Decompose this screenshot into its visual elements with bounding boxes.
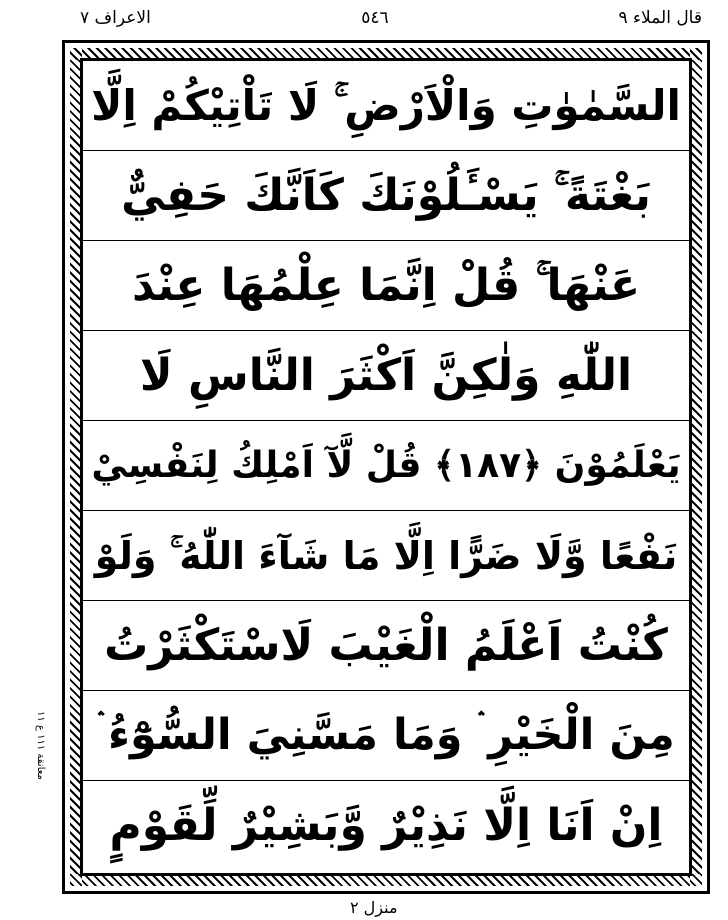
verse-text: اللّٰهِ وَلٰكِنَّ اَكْثَرَ النَّاسِ لَا bbox=[139, 349, 633, 401]
verse-text: السَّمٰوٰتِ وَالْاَرْضِ ۚ لَا تَاْتِيْكُمْ اِلَّا bbox=[91, 80, 681, 130]
verse-line bbox=[83, 691, 689, 781]
verse-line bbox=[83, 331, 689, 421]
verse-text: اِنْ اَنَا اِلَّا نَذِيْرٌ وَّبَشِيْرٌ لِّقَوْمٍ bbox=[109, 800, 663, 851]
verse-line bbox=[83, 421, 689, 511]
verse-text: نَفْعًا وَّلَا ضَرًّا اِلَّا مَا شَآءَ اللّٰهُ ۚ وَلَوْ bbox=[94, 533, 678, 578]
page-number: ٥٤٦ bbox=[361, 8, 389, 28]
verse-text: بَغْتَةً ۚ يَسْـَٔلُوْنَكَ كَاَنَّكَ حَفِيٌّ bbox=[121, 169, 651, 221]
verse-line bbox=[83, 781, 689, 871]
verse-line bbox=[83, 601, 689, 691]
verse-text: مِنَ الْخَيْرِ ۛ وَمَا مَسَّنِيَ السُّوْٓءُ ۛ bbox=[97, 710, 675, 760]
verse-text: عَنْهَا ۚ قُلْ اِنَّمَا عِلْمُهَا عِنْدَ bbox=[131, 259, 641, 311]
page-footer bbox=[0, 896, 728, 920]
margin-note: معانقة ١١١ ع ١١ bbox=[35, 711, 46, 780]
page-header bbox=[0, 6, 728, 36]
manzil-label: منزل ٢ bbox=[350, 898, 398, 917]
verse-text: كُنْتُ اَعْلَمُ الْغَيْبَ لَاسْتَكْثَرْتُ bbox=[104, 619, 668, 671]
verse-line bbox=[83, 151, 689, 241]
verse-line bbox=[83, 511, 689, 601]
verse-line bbox=[83, 241, 689, 331]
verse-text: يَعْلَمُوْنَ ﴿١٨٧﴾ قُلْ لَّآ اَمْلِكُ لِنَفْسِيْ bbox=[91, 444, 681, 486]
surah-name: الاعراف ٧ bbox=[80, 8, 151, 28]
juz-name: قال الملاء ٩ bbox=[618, 8, 702, 28]
verse-lines bbox=[83, 61, 689, 873]
verse-line bbox=[83, 61, 689, 151]
